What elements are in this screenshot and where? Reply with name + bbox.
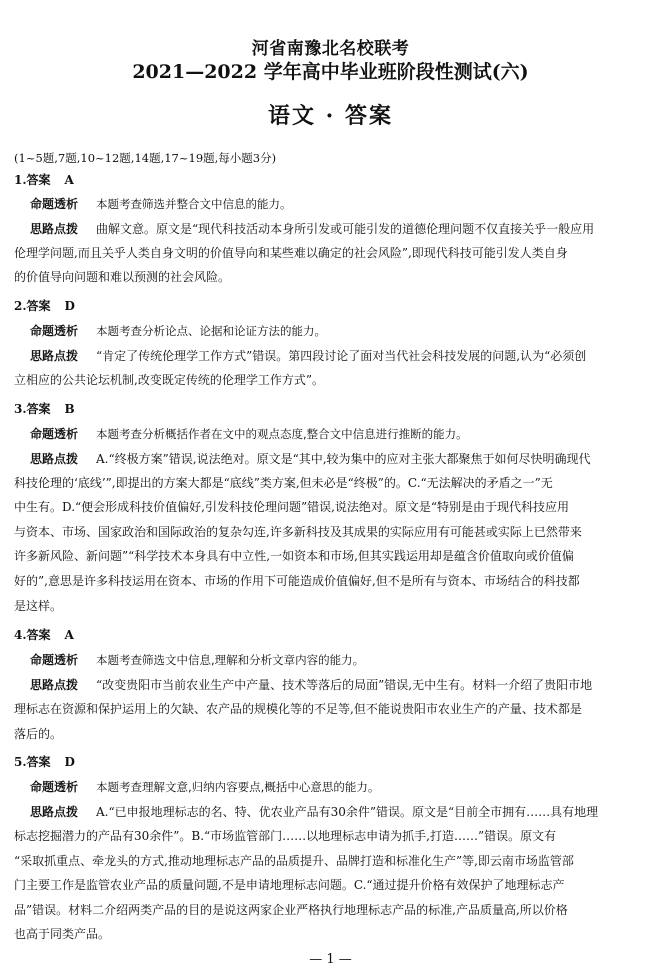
intent-label: 命题透析: [30, 197, 79, 211]
question-number: 3.: [14, 402, 27, 416]
hint-line: 标志挖掘潜力的产品有30余件”。B.“市场监管部门……以地理标志申请为抓手,打造……”错误。原文有: [14, 829, 557, 843]
hint-line: 许多新风险、新问题”“科学技术本身具有中立性,一如资本和市场,但其实践运用却是蕴含价值取向或价值偏: [14, 549, 574, 563]
answer-label: 答案: [26, 299, 51, 313]
question-1-hint: [30, 220, 594, 237]
answer-value: A: [64, 628, 74, 642]
question-3-answer: [14, 400, 75, 417]
hint-line: 品”错误。材料二介绍两类产品的目的是说这两家企业严格执行地理标志产品的标准,产品质量高,所以价格: [14, 903, 568, 917]
exam-title: 2021—2022 学年高中毕业班阶段性测试(六): [132, 61, 529, 83]
hint-line: 门主要工作是监管农业产品的质量问题,不是申请地理标志问题。C.“通过提升价格有效保护了地理标志产: [14, 878, 565, 892]
hint-line: 是这样。: [14, 599, 63, 613]
scoring-scope-note: (1~5题,7题,10~12题,14题,17~19题,每小题3分): [14, 151, 277, 165]
answer-label: 答案: [26, 755, 51, 769]
question-1-intent: [30, 195, 292, 212]
question-3-intent: [30, 425, 468, 442]
hint-text: A.“已申报地理标志的名、特、优农业产品有30余件”错误。原文是“目前全市拥有……具有地理: [96, 805, 599, 819]
question-5-answer: [14, 753, 75, 770]
intent-label: 命题透析: [30, 780, 79, 794]
question-3-hint: [30, 450, 591, 467]
hint-line: 的价值导向问题和难以预测的社会风险。: [14, 270, 231, 284]
answer-value: B: [64, 402, 75, 416]
intent-label: 命题透析: [30, 324, 79, 338]
hint-line: 落后的。: [14, 727, 63, 741]
question-4-hint: [30, 676, 592, 693]
question-number: 4.: [14, 628, 27, 642]
page-number: — 1 —: [309, 952, 352, 967]
intent-text: 本题考查分析概括作者在文中的观点态度,整合文中信息进行推断的能力。: [96, 427, 468, 441]
subject-title: 语文 · 答案: [268, 103, 393, 129]
hint-label: 思路点拨: [30, 805, 79, 819]
hint-text: “肯定了传统伦理学工作方式”错误。第四段讨论了面对当代社会科技发展的问题,认为“必须创: [96, 349, 587, 363]
hint-label: 思路点拨: [30, 452, 79, 466]
hint-line: 科技伦理的‘底线’”,即提出的方案大都是“底线”类方案,但未必是“终极”的。C.“无法解决的矛盾之一”无: [14, 476, 553, 490]
answer-label: 答案: [26, 173, 51, 187]
question-5-intent: [30, 778, 379, 795]
question-4-intent: [30, 651, 364, 668]
question-2-hint: [30, 347, 586, 364]
hint-line: 中生有。D.“便会形成科技价值偏好,引发科技伦理问题”错误,说法绝对。原文是“特别是由于现代科技应用: [14, 500, 570, 514]
question-5-hint: [30, 803, 598, 820]
intent-label: 命题透析: [30, 653, 79, 667]
question-number: 5.: [14, 755, 27, 769]
hint-label: 思路点拨: [30, 349, 79, 363]
hint-text: A.“终极方案”错误,说法绝对。原文是“其中,较为集中的应对主张大都聚焦于如何尽快明确现代: [96, 452, 591, 466]
hint-label: 思路点拨: [30, 222, 79, 236]
hint-line: 理标志在资源和保护运用上的欠缺、农产品的规模化等的不足等,但不能说贵阳市农业生产的产量、技术都是: [14, 702, 582, 716]
question-2-answer: [14, 297, 75, 314]
hint-line: 好的”,意思是许多科技运用在资本、市场的作用下可能造成价值偏好,但不是所有与资本、市场结合的科技都: [14, 574, 580, 588]
hint-line: 立相应的公共论坛机制,改变既定传统的伦理学工作方式”。: [14, 373, 324, 387]
exam-consortium-title: 河省南豫北名校联考: [251, 39, 410, 59]
intent-text: 本题考查筛选文中信息,理解和分析文章内容的能力。: [96, 653, 365, 667]
question-number: 2.: [14, 299, 27, 313]
hint-text: “改变贵阳市当前农业生产中产量、技术等落后的局面”错误,无中生有。材料一介绍了贵阳市地: [96, 678, 593, 692]
hint-line: 与资本、市场、国家政治和国际政治的复杂勾连,许多新科技及其成果的实际应用有可能甚或实际上已然带来: [14, 525, 582, 539]
question-number: 1.: [14, 173, 27, 187]
hint-text: 曲解文意。原文是“现代科技活动本身所引发或可能引发的道德伦理问题不仅直接关乎一般应用: [96, 222, 595, 236]
answer-value: A: [64, 173, 74, 187]
answer-label: 答案: [26, 628, 51, 642]
intent-label: 命题透析: [30, 427, 79, 441]
question-2-intent: [30, 322, 326, 339]
intent-text: 本题考查筛选并整合文中信息的能力。: [96, 197, 292, 211]
intent-text: 本题考查分析论点、论据和论证方法的能力。: [96, 324, 327, 338]
answer-label: 答案: [26, 402, 51, 416]
hint-label: 思路点拨: [30, 678, 79, 692]
hint-line: 伦理学问题,而且关乎人类自身文明的价值导向和某些难以确定的社会风险”,即现代科技可能引发人类自身: [14, 246, 568, 260]
answer-value: D: [64, 755, 75, 769]
intent-text: 本题考查理解文意,归纳内容要点,概括中心意思的能力。: [96, 780, 380, 794]
hint-line: 也高于同类产品。: [14, 927, 111, 941]
question-1-answer: [14, 171, 74, 188]
hint-line: “采取抓重点、牵龙头的方式,推动地理标志产品的品质提升、品牌打造和标准化生产”等,即云南市场监管部: [14, 854, 574, 868]
question-4-answer: [14, 626, 74, 643]
answer-value: D: [64, 299, 75, 313]
